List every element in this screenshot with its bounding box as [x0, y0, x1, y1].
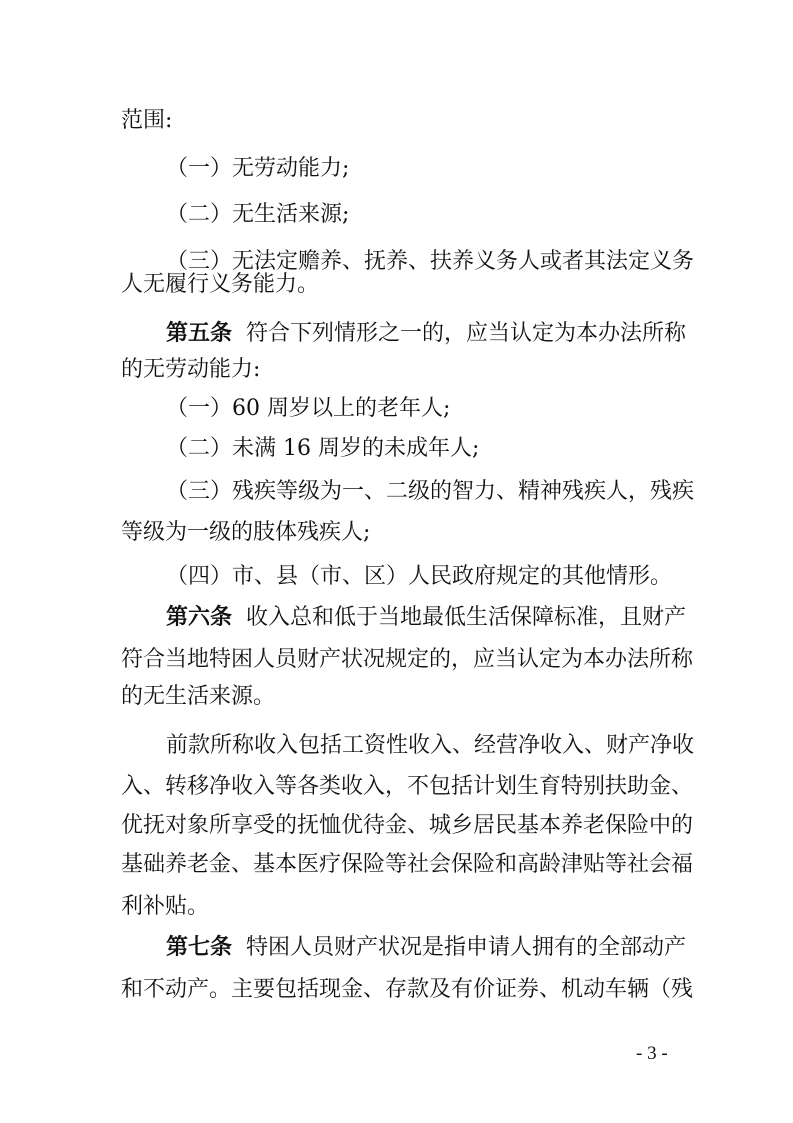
- text-line: 范围:: [121, 108, 173, 133]
- list-item: （二）未满 16 周岁的未成年人;: [166, 436, 480, 461]
- text-line: 符合当地特困人员财产状况规定的，应当认定为本办法所称: [121, 647, 694, 672]
- article-label: 第七条: [166, 934, 233, 960]
- text-line: 利补贴。: [121, 894, 210, 919]
- list-item: （三）无法定赡养、抚养、扶养义务人或者其法定义务: [166, 249, 695, 274]
- text-line: 入、转移净收入等各类收入，不包括计划生育特别扶助金、: [121, 774, 694, 799]
- list-item: （一）无劳动能力;: [166, 156, 350, 181]
- article-5-paragraph: [166, 318, 687, 349]
- article-label: 第六条: [166, 604, 233, 630]
- list-item: （三）残疾等级为一、二级的智力、精神残疾人，残疾: [166, 479, 695, 504]
- list-item: （二）无生活来源;: [166, 202, 350, 227]
- text-line: 和不动产。主要包括现金、存款及有价证券、机动车辆（残: [121, 977, 694, 1002]
- article-7-paragraph: [166, 932, 687, 963]
- article-6-paragraph: [166, 602, 687, 633]
- list-item: （四）市、县（市、区）人民政府规定的其他情形。: [166, 564, 673, 589]
- text-line: 特困人员财产状况是指申请人拥有的全部动产: [246, 935, 687, 960]
- page-number: - 3 -: [636, 1043, 668, 1064]
- text-line: 前款所称收入包括工资性收入、经营净收入、财产净收: [166, 733, 695, 758]
- text-line: 人无履行义务能力。: [121, 272, 320, 297]
- list-item: （一）60 周岁以上的老年人;: [166, 396, 451, 421]
- text-line: 基础养老金、基本医疗保险等社会保险和高龄津贴等社会福: [121, 852, 694, 877]
- text-line: 优抚对象所享受的抚恤优待金、城乡居民基本养老保险中的: [121, 813, 694, 838]
- text-line: 等级为一级的肢体残疾人;: [121, 520, 371, 545]
- text-line: 的无劳动能力:: [121, 357, 261, 382]
- text-line: 收入总和低于当地最低生活保障标准，且财产: [246, 605, 687, 630]
- text-line: 符合下列情形之一的，应当认定为本办法所称: [246, 321, 687, 346]
- text-line: 的无生活来源。: [121, 684, 276, 709]
- article-label: 第五条: [166, 320, 233, 346]
